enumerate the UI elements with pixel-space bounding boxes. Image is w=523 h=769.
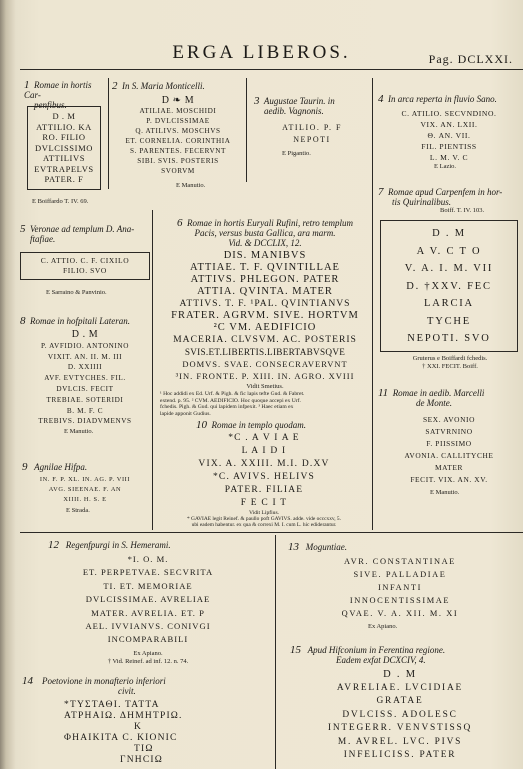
column-divider <box>275 535 276 769</box>
column-divider <box>246 78 247 182</box>
source-note: Ex Apiano. <box>368 623 398 630</box>
inscription-7: 7 Romae apud Carpenfem in hor- tis Quirinalibus. Boiff. T. IV. 103. <box>378 186 503 214</box>
inscription-15: 15 Apud Hifconium in Ferentina regione. Eadem exfat DCXCIV, 4. D . M AVRELIAE. LVCIDIAE GRATAE DVLCISS. ADOLESC INTEGERR. VENVSTISSQ M. AVREL. LVC. PIVS INFELICISS. PATER <box>290 644 473 760</box>
column-divider <box>108 78 109 189</box>
source-note: E Sarraino & Panvinio. <box>46 289 107 296</box>
inscription-3: 3 Augustae Taurin. in aedib. Vagnonis. ATILIO. P. F NEPOTI E Pigantio. <box>254 96 370 158</box>
header-rule <box>20 69 523 70</box>
column-divider <box>372 78 373 182</box>
inscription-heading: 1 Romae in hortis Car- penfibus. <box>24 79 92 110</box>
column-divider <box>152 210 153 530</box>
source-note: Ex Apiano. † Vid. Reinef. ad inf. 12. n. 74. <box>107 649 189 665</box>
inscription-2: 2 In S. Maria Monticelli. D ❧ M ATILIAE. MOSCHIDI P. DVLCISSIMAE Q. ATILIVS. MOSCHVS ET. CORNELIA. CORINTHIA S. PARENTES. FECERVNT SIBI. SVIS. POSTERIS SVORVM E Manutio. <box>112 81 244 190</box>
source-note: Gruterus e Boiffardi fchedis. † XXI. FECIT. Boiff. <box>412 355 488 370</box>
inscription-6: 6 Romae in hortis Euryali Rufini, retro templum Pacis, versus busta Gallica, ara marm. Vid. & DCCLIX, 12. DIS. MANIBVS ATTIAE. T. F. QVINTILLAE ATTIVS. PHLEGON. PATER ATTIA. QVINTA. MATER ATTIVS. T. F. ¹PAL. QVINTIANVS FRATER. AGRVM. SIVE. HORTVM ²C VM. AEDIFICIO MACERIA. CLVSVM. AC. POSTERIS SVIS.ET.LIBERTIS.LIBERTABVSQVE DOMVS. SVAE. CONSECRAVERVNT ³IN. FRONTE. P. XIII. IN. AGRO. XVIII Vidit Smetius. ¹ Hoc addidi ex Ed. Urf. & Pigh. & fic lapis tefte Gud. & Fabret. extend. p. 95. ² CVM. AEDIFICIO. Hoc quoque accepi ex Urf. fchedis. Pigh. & Gud. qui lapidem infpexit. ³ Haec etiam ex lapide apponit Gudius. <box>160 218 370 417</box>
footnotes: * GAVIAE legit Reinef. & paullo poft GAVIVS. adde. vide occcxxv, 5. ubi eadem habentur. ex qua & correxi M. I. cum L. hic ediderantur. <box>187 516 341 529</box>
source-note: E Pigantio. <box>282 150 311 157</box>
source-note: E Strada. <box>66 507 90 514</box>
source-note: E Manutio. <box>430 489 460 496</box>
source-note: E Boiffardo T. IV. 69. <box>32 198 89 205</box>
inscription-8: 8 Romae in hofpitali Lateran. D . M P. AVFIDIO. ANTONINO VIXIT. AN. II. M. III D. XXIIII AVF. EVTYCHES. FIL. DVLCIS. FECIT TREBIAE. SOTERIDI B. M. F. C TREBIVS. DIADVMENVS E Manutio. <box>20 316 150 436</box>
inscription-4: 4 In arca reperta in fluvio Sano. C. ATILIO. SECVNDINO. VIX. AN. LXII. Θ. AN. VII. FIL. PIENTISS L. M. V. C E Lazio. <box>378 94 520 171</box>
footnotes: ¹ Hoc addidi ex Ed. Urf. & Pigh. & fic lapis tefte Gud. & Fabret. extend. p. 95. ² CVM. AEDIFICIO. Hoc quoque accepi ex Urf. fchedis. Pigh. & Gud. qui lapidem infpexit. ³ Haec etiam ex lapide apponit Gudius. <box>160 391 305 417</box>
column-divider <box>372 180 373 530</box>
inscription-11: 11 Romae in aedib. Marcelli de Monte. SEX. AVONIO SATVRNINO F. PIISSIMO AVONIA. CALLITYCHE MATER FECIT. VIX. AN. XV. E Manutio. <box>378 388 520 497</box>
inscription-10: 10 Romae in templo quodam. *C . A V I A E L A I D I VIX. A. XXIII. M.I. D.XV *C. AVIVS. HELIVS PATER. FILIAE F E C I T Vidit Lipfius. * GAVIAE legit Reinef. & paullo poft GAVIVS. adde. vide occcxxv, 5. ubi eadem habentur. ex qua & correxi M. I. cum L. hic ediderantur. <box>158 420 370 528</box>
inscription-12: 12 Regenfpurgi in S. Hemerami. *I. O. M. ET. PERPETVAE. SECVRITA TI. ET. MEMORIAE DVLCISSIMAE. AVRELIAE MATER. AVRELIA. ET. P AEL. IVVIANVS. CONIVGI INCOMPARABILI Ex Apiano. † Vid. Reinef. ad inf. 12. n. 74. <box>24 540 272 666</box>
inscription-9: 9 Agnilae Hifpa. IN. F. P. XL. IN. AG. P. VIII AVG. SIEENAE. F. AN XIIII. H. S. E E Strada. <box>20 462 150 515</box>
inscription-13: 13 Moguntiae. AVR. CONSTANTINAE SIVE. PALLADIAE INFANTI INNOCENTISSIMAE QVAE. V. A. XII. M. XI Ex Apiano. <box>282 542 518 631</box>
page-number: Pag. DCLXXI. <box>428 52 513 66</box>
inscription-14: 14 Poetovione in monafterio inferiori civit. *ΤΥΣΤΑΘΙ. ΤΑΤΤΑ ΑΤΡΗΑΙΩ. ΔΗΜΗΤΡΙΩ. Κ ΦΗΑΙΚΙΤΑ Ϲ. ΚΙΟΝΙϹ ΤΙΩ ΓΝΗϹΙΩ <box>22 675 183 765</box>
source-note: E Manutio. <box>64 428 94 436</box>
source-note: E Lazio. <box>434 163 457 170</box>
source-note: E Manutio. <box>176 182 206 189</box>
inscription-5-frame: C. ATTIO. C. F. CIXILO FILIO. SVO <box>20 252 150 280</box>
inscription-5: 5 Veronae ad templum D. Ana- ftafiae. <box>20 223 135 244</box>
section-rule <box>20 532 523 533</box>
inscription-7-frame: D . M A V. C T O V. A. I. M. VII D. †XXV. FEC LARCIA TYCHE NEPOTI. SVO <box>380 220 518 352</box>
inscription-1-frame: D . M ATTILIO. KA RO. FILIO DVLCISSIMO ATTILIVS EVTRAPELVS PATER. F <box>27 106 101 190</box>
running-title: ERGA LIBEROS. <box>172 42 351 63</box>
